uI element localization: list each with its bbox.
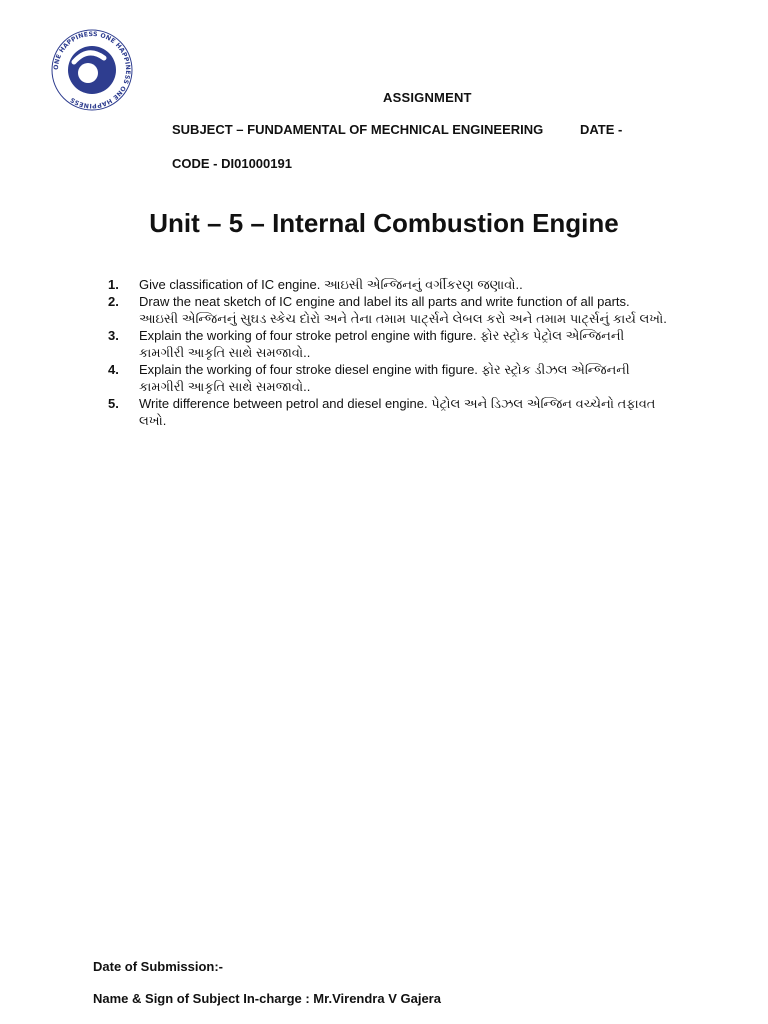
logo-ring-text: ONE HAPPINESS ONE HAPPINESS ONE HAPPINESS <box>52 30 132 110</box>
assignment-heading: ASSIGNMENT <box>383 90 472 105</box>
question-number: 4. <box>108 362 119 377</box>
question-item <box>108 327 668 361</box>
incharge-signature-line: Name & Sign of Subject In-charge : Mr.Virendra V Gajera <box>93 991 441 1006</box>
page-title: Unit – 5 – Internal Combustion Engine <box>149 208 619 238</box>
question-item <box>108 361 668 395</box>
question-number: 2. <box>108 294 119 309</box>
question-number: 5. <box>108 396 119 411</box>
submission-date-label: Date of Submission:- <box>93 959 224 974</box>
question-text: Write difference between petrol and diesel engine. પેટ્રોલ અને ડિઝલ એન્જિન વચ્ચેનો તફાવત લખો. <box>139 396 656 428</box>
university-logo <box>50 28 134 112</box>
question-text: Give classification of IC engine. આઇસી એન્જિનનું વર્ગીકરણ જણાવો.. <box>139 277 523 292</box>
question-list <box>108 276 668 429</box>
question-text: Draw the neat sketch of IC engine and label its all parts and write function of all parts. આઇસી એન્જિનનું સુઘડ સ્કેચ દોરો અને તેના તમામ પાર્ટ્સને લેબલ કરો અને તમામ પાર્ટ્સનું કાર્ય લખો. <box>139 294 667 326</box>
question-item <box>108 276 668 293</box>
question-text: Explain the working of four stroke petrol engine with figure. ફોર સ્ટ્રોક પેટ્રોલ એન્જિનની કામગીરી આકૃતિ સાથે સમજાવો.. <box>139 328 625 360</box>
date-label: DATE - <box>580 122 623 137</box>
question-number: 3. <box>108 328 119 343</box>
question-number: 1. <box>108 277 119 292</box>
question-item <box>108 395 668 429</box>
subject-code: CODE - DI01000191 <box>172 156 292 171</box>
question-text: Explain the working of four stroke diesel engine with figure. ફોર સ્ટ્રોક ડીઝલ એન્જિનની કામગીરી આકૃતિ સાથે સમજાવો.. <box>139 362 630 394</box>
subject-line: SUBJECT – FUNDAMENTAL OF MECHNICAL ENGINEERING <box>172 122 544 137</box>
question-item <box>108 293 668 327</box>
